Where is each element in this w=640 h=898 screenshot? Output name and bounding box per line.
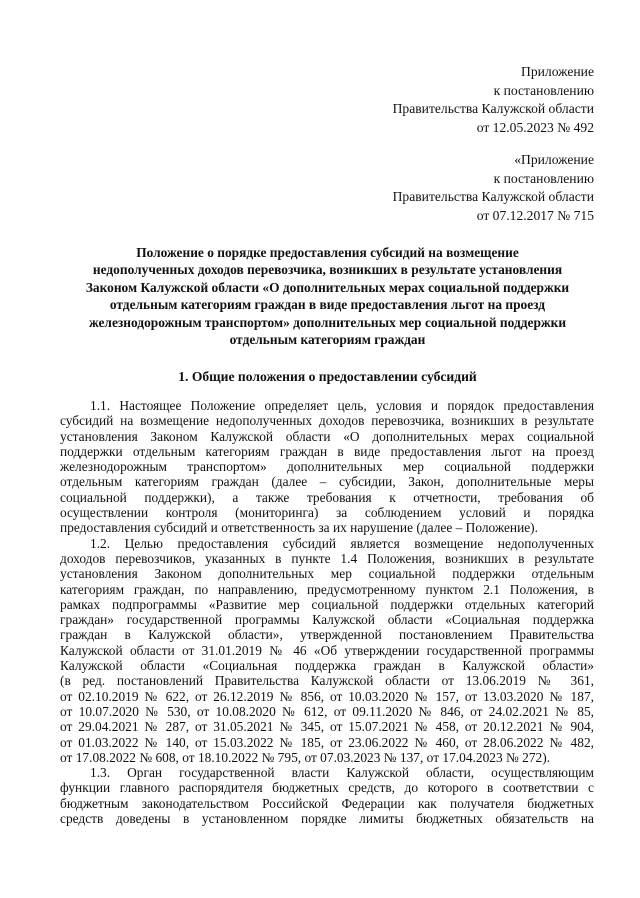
- title-line: Законом Калужской области «О дополнительных мерах социальной поддержки: [85, 279, 570, 295]
- title-line: отдельным категориям граждан: [229, 332, 426, 348]
- document-body: [60, 398, 594, 826]
- appendix-current-resolution: [393, 63, 594, 137]
- text-line: установления Законом дополнительных мер социальной поддержки отдельным: [60, 566, 594, 582]
- appendix-line: Правительства Калужской области: [392, 189, 594, 205]
- text-line: от 17.08.2022 № 608, от 18.10.2022 № 795, от 07.03.2023 № 137, от 17.04.2023 № 272).: [60, 749, 551, 765]
- title-line: Положение о порядке предоставления субсидий на возмещение: [136, 245, 519, 260]
- text-line: предоставления субсидий и ответственность за их нарушение (далее – Положение).: [60, 520, 538, 536]
- text-line: от 02.10.2019 № 622, от 26.12.2019 № 856, от 10.03.2020 № 157, от 13.03.2020 № 187,: [60, 688, 594, 704]
- text-line: от 01.03.2022 № 140, от 15.03.2022 № 185, от 23.06.2022 № 460, от 28.06.2022 № 482,: [60, 734, 594, 750]
- appendix-line: к постановлению: [493, 82, 594, 98]
- title-line: отдельным категориям граждан в виде предоставления льгот на проезд: [109, 297, 546, 313]
- appendix-line: Правительства Калужской области: [392, 101, 594, 117]
- text-line: 1.2. Целью предоставления субсидий является возмещение недополученных: [90, 535, 594, 551]
- text-line: социальной поддержки), а также требования к отчетности, требования об: [60, 489, 594, 505]
- section-heading: 1. Общие положения о предоставлении субсидий: [178, 369, 477, 384]
- text-line: Калужской области от 31.01.2019 № 46 «Об утверждении государственной программы: [60, 642, 594, 658]
- paragraph-1-3: [60, 765, 594, 826]
- title-line: железнодорожным транспортом» дополнительных мер социальной поддержки: [88, 314, 567, 330]
- text-line: поддержки отдельным категориям граждан в виде предоставления льгот на проезд: [60, 443, 594, 459]
- text-line: граждан» государственной программы Калужской области «Социальная поддержка: [60, 612, 594, 628]
- document-title: [60, 244, 595, 348]
- text-line: доходов перевозчиков, указанных в пункте 1.4 Положения, возникших в результате: [60, 550, 594, 566]
- text-line: субсидий на возмещение недополученных доходов перевозчика, возникших в результате: [60, 413, 594, 429]
- paragraph-1-2: [60, 536, 594, 765]
- appendix-original-resolution: [393, 151, 594, 225]
- appendix-line: «Приложение: [514, 152, 594, 167]
- text-line: от 10.07.2020 № 530, от 10.08.2020 № 612, от 09.11.2020 № 846, от 24.02.2021 № 85,: [60, 703, 594, 719]
- text-line: (в ред. постановлений Правительства Калужской области от 13.06.2019 № 361,: [60, 673, 594, 689]
- text-line: рамках подпрограммы «Развитие мер социальной поддержки отдельных категорий: [60, 596, 594, 612]
- text-line: отдельным категориям граждан (далее – субсидии, Закон, дополнительные меры: [60, 474, 594, 490]
- text-line: установления Законом Калужской области «О дополнительных мерах социальной: [60, 428, 594, 444]
- appendix-line: Приложение: [521, 64, 594, 79]
- text-line: функции главного распорядителя бюджетных средств, до которого в соответствии с: [60, 780, 594, 796]
- paragraph-1-1: [60, 398, 594, 536]
- text-line: 1.3. Орган государственной власти Калужской области, осуществляющим: [90, 765, 594, 781]
- appendix-line: от 07.12.2017 № 715: [476, 207, 594, 223]
- text-line: категориям граждан, по направлению, предусмотренному пунктом 2.1 Положения, в: [60, 581, 594, 597]
- appendix-line: к постановлению: [493, 170, 594, 186]
- text-line: Калужской области «Социальная поддержка граждан в Калужской области»: [60, 658, 594, 674]
- text-line: средств доведены в установленном порядке лимиты бюджетных обязательств на: [60, 811, 594, 827]
- text-line: осуществлении контроля (мониторинга) за соблюдением условий и порядка: [60, 505, 594, 521]
- text-line: 1.1. Настоящее Положение определяет цель, условия и порядок предоставления: [90, 398, 594, 413]
- text-line: граждан в Калужской области», утвержденной постановлением Правительства: [60, 627, 594, 643]
- text-line: бюджетным законодательством Российской Федерации как получателя бюджетных: [60, 795, 594, 811]
- text-line: железнодорожным транспортом» дополнительных мер социальной поддержки: [60, 459, 594, 475]
- title-line: недополученных доходов перевозчика, возникших в результате установления: [92, 262, 563, 278]
- appendix-line: от 12.05.2023 № 492: [476, 119, 594, 135]
- text-line: от 29.04.2021 № 287, от 31.05.2021 № 345, от 15.07.2021 № 458, от 20.12.2021 № 904,: [60, 719, 594, 735]
